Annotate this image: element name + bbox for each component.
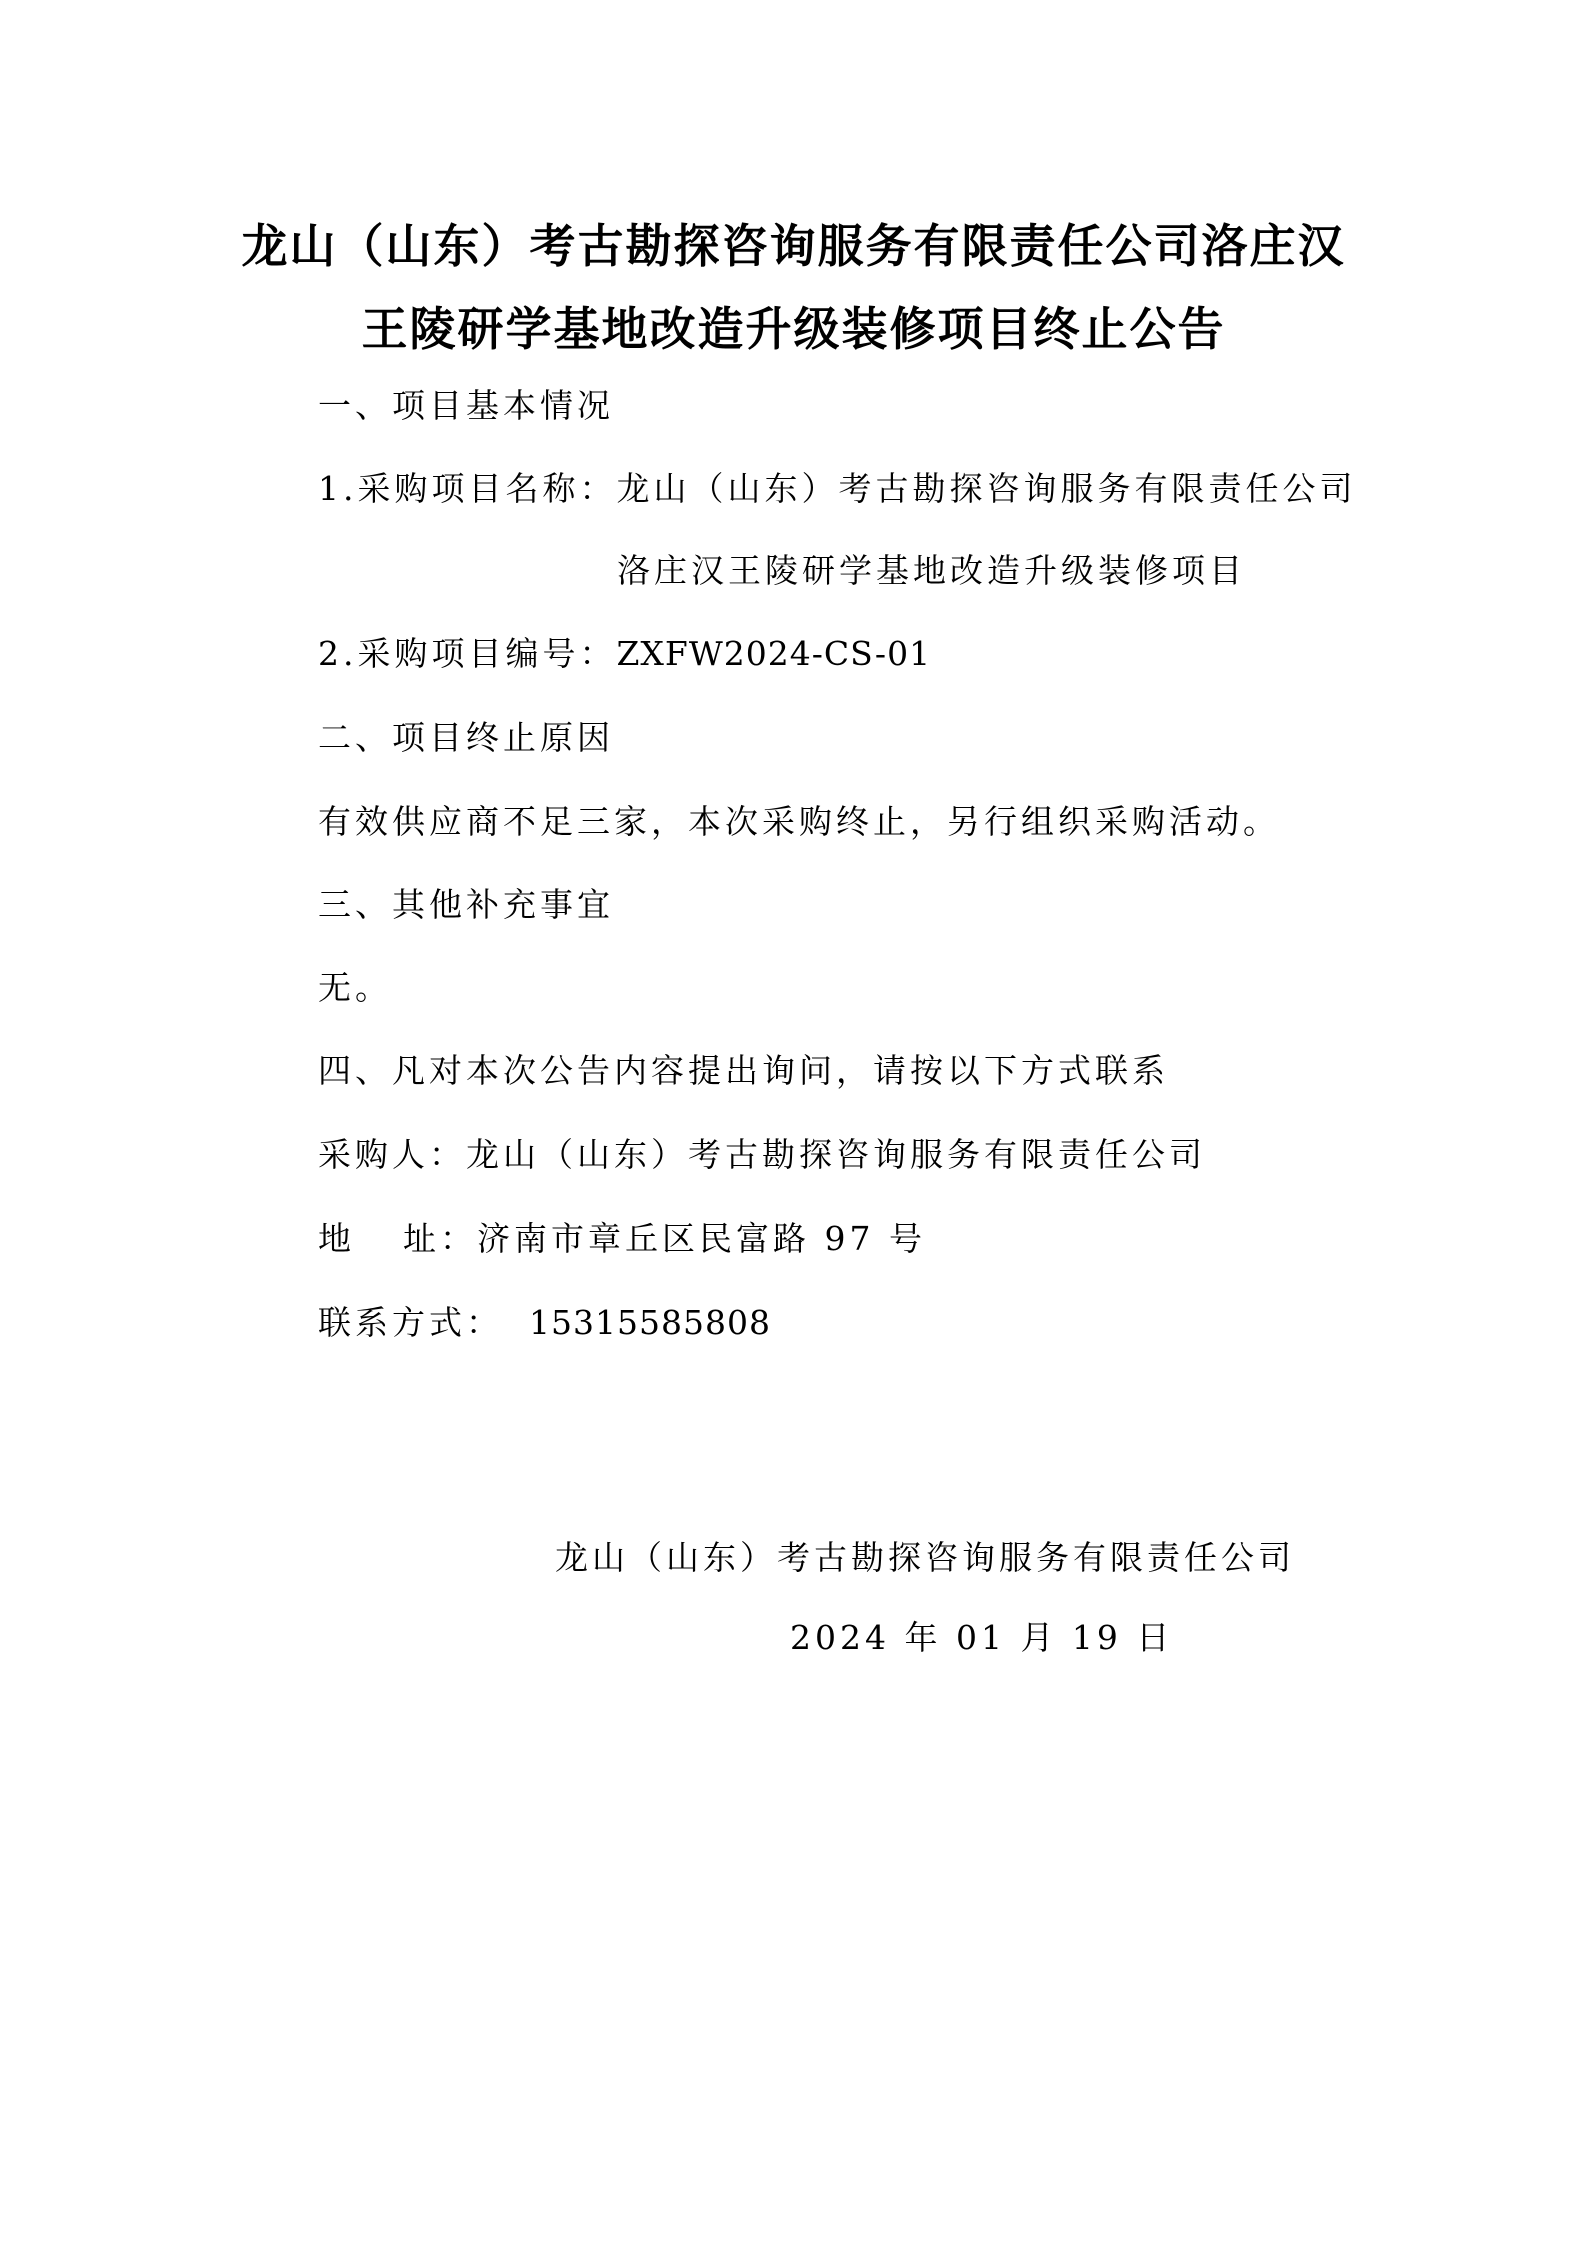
purchaser-label: 采购人： (318, 1135, 466, 1174)
section3-body: 无。 (318, 968, 392, 1007)
address-value: 济南市章丘区民富路 97 号 (477, 1219, 926, 1258)
section1-heading: 一、项目基本情况 (318, 386, 614, 425)
section4-heading: 四、凡对本次公告内容提出询问，请按以下方式联系 (318, 1051, 1169, 1090)
address-label-a: 地 (318, 1219, 355, 1258)
contact-label: 联系方式： (318, 1303, 503, 1342)
purchaser-row (318, 1129, 1206, 1176)
address-label-b: 址： (403, 1219, 477, 1258)
section3-heading: 三、其他补充事宜 (318, 885, 614, 924)
contact-row (318, 1297, 771, 1344)
project-number-label: 2.采购项目编号： (318, 634, 617, 673)
contact-value: 15315585808 (529, 1303, 771, 1342)
signature-date: 2024 年 01 月 19 日 (790, 1618, 1174, 1657)
project-name-label: 1.采购项目名称： (318, 469, 617, 508)
title-line-1: 龙山（山东）考古勘探咨询服务有限责任公司洛庄汉 (241, 219, 1346, 273)
section2-heading: 二、项目终止原因 (318, 718, 614, 757)
purchaser-value: 龙山（山东）考古勘探咨询服务有限责任公司 (466, 1135, 1206, 1174)
project-name-value-1: 龙山（山东）考古勘探咨询服务有限责任公司 (616, 469, 1357, 508)
section2-body: 有效供应商不足三家，本次采购终止，另行组织采购活动。 (318, 802, 1280, 841)
signature-company: 龙山（山东）考古勘探咨询服务有限责任公司 (555, 1538, 1295, 1577)
title-line-2: 王陵研学基地改造升级装修项目终止公告 (361, 302, 1226, 356)
address-row (318, 1213, 926, 1260)
project-number-row (318, 628, 931, 675)
project-number-value: ZXFW2024-CS-01 (616, 634, 932, 673)
project-name-value-2: 洛庄汉王陵研学基地改造升级装修项目 (617, 551, 1246, 590)
project-name-row (318, 463, 1357, 510)
